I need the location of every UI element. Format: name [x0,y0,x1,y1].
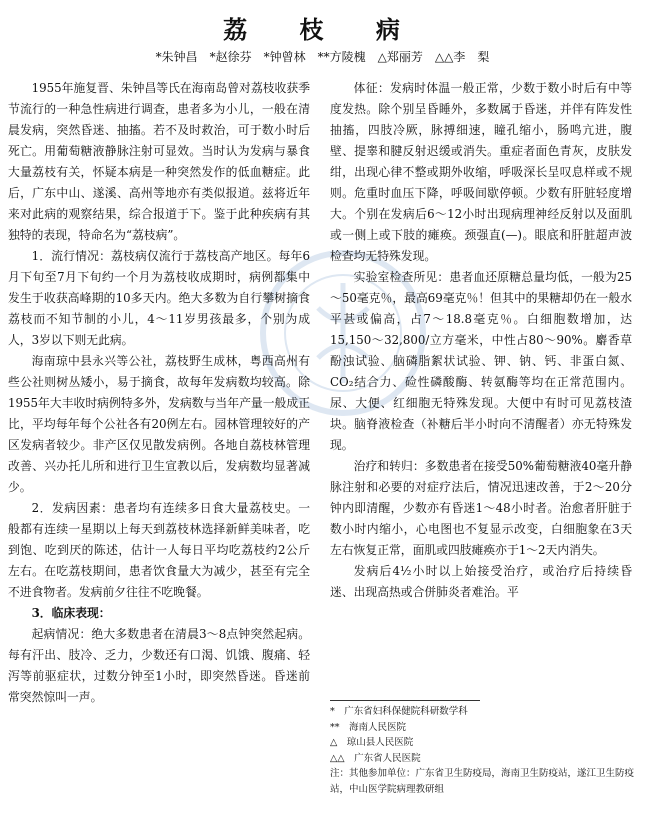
footnote: * 广东省妇科保健院科研数学科 [330,706,468,717]
footnotes [330,704,640,797]
cause-paragraph: 2．发病因素：患者均有连续多日食大量荔枝史。一般都有连续一星期以上每天到荔枝林选择新鲜美味者，吃到饱、吃到厌的陈述，估计一人每日平均吃荔枝约2公斤左右。在吃荔枝期间，患者饮食量大为减少，甚至有完全不进食物者。发病前夕往往不吃晚餐。 [8,501,310,599]
footnote-divider [330,700,480,701]
treatment-paragraph: 治疗和转归：多数患者在接受50%葡萄糖液40毫升静脉注射和必要的对症疗法后，情况迅速改善，于2～20分钟内即清醒，少数亦有昏迷1～48小时者。治愈者肝脏于数小时内缩小，心电图也不复显示改变，白细胞象在3天左右恢复正常，面肌或四肢瘫痪亦于1～2天内消失。 [330,459,632,557]
signs-paragraph: 体征：发病时体温一般正常，少数于数小时后有中等度发热。除个别呈昏睡外，多数属于昏迷，并伴有阵发性抽搐，四肢冷厥，脉搏细速，瞳孔缩小，肠鸣亢进，腹壁、提睾和腱反射迟缓或消失。重症者面色青灰，皮肤发绀，出现心律不整或期外收缩，呼吸深长呈叹息样或不规则。危重时血压下降，呼吸间歇停顿。少数有肝脏轻度增大。个别在发病后6～12小时出现病理神经反射以及面肌或一侧上或下肢的瘫痪。颈强直(—)。眼底和肝脏超声波检查均无特殊发现。 [330,81,632,263]
footnote: ** 海南人民医院 [330,721,407,733]
footnote: △ 琼山县人民医院 [330,737,414,748]
clinical-heading: 3．临床表现： [31,606,111,620]
right-column [330,78,632,603]
onset-paragraph: 起病情况：绝大多数患者在清晨3～8点钟突然起病。每有汗出、肢冷、乏力，少数还有口渴、饥饿、腹痛、轻泻等前驱症状，过数分钟至1小时，即突然昏迷。昏迷前常突然惊叫一声。 [8,627,310,704]
article-authors: *朱钟昌 *赵徐芬 *钟曾林 **方陵槐 △郑丽芳 △△李 梨 [155,50,490,64]
epidemiology-paragraph: 1．流行情况：荔枝病仅流行于荔枝高产地区。每年6月下旬至7月下旬约一个月为荔枝收成期时，病例都集中发生于收获高峰期的10多天内。绝大多数为自行攀树摘食荔枝而不知节制的小儿，4～11岁男孩最多，个别为成人，3岁以下则无此病。 [8,249,310,347]
footnote: 注：其他参加单位：广东省卫生防疫局，海南卫生防疫站，遂江卫生防疫站，中山医学院病理教研组 [330,768,635,795]
regional-paragraph: 海南琼中县永兴等公社，荔枝野生成林，粤西高州有些公社则树丛矮小，易于摘食，故每年发病数均较高。除1955年大丰收时病例特多外，发病数与当年产量一般成正比，平均每年每个公社各有20例左右。园林管理较好的产区发病者较少。非产区仅见散发病例。各地自荔枝林管理改善、兴办托儿所和进行卫生宣教以后，发病数均显著减少。 [8,354,310,494]
intro-paragraph: 1955年施复晋、朱钟昌等氏在海南岛曾对荔枝收获季节流行的一种急性病进行调查，患者多为小儿，一般在清晨发病，突然昏迷、抽搐。若不及时救治，可于数小时后死亡。用葡萄糖液静脉注射可显效。当时认为发病与暴食大量荔枝有关，怀疑本病是一种突然发作的低血糖症。此后，广东中山、遂溪、高州等地亦有类似报道。兹将近年来对此病的观察结果，综合报道于下。鉴于此种疾病有其独特的表现，特命名为“荔枝病”。 [8,81,310,242]
prognosis-paragraph: 发病后4½小时以上始接受治疗，或治疗后持续昏迷、出现高热或合併肺炎者难治。平 [330,564,632,599]
footnote: △△ 广东省人民医院 [330,752,421,764]
lab-paragraph: 实验室检查所见：患者血还原糖总量均低，一般为25～50毫克％，最高69毫克％！但其中的果糖却仍在一般水平甚或偏高，占7～18.8毫克％。白细胞数增加，达15,150～32,800/立方毫米，中性占80～90%。麝香草酚浊试验、脑磷脂絮状试验、钾、钠、钙、非蛋白氮、CO₂结合力、硷性磷酸酶、转氨酶等均在正常范围内。尿、大便、红细胞无特殊发现。大便中有时可见荔枝渣块。脑脊液检查（补糖后半小时向不清醒者）亦无特殊发现。 [330,270,632,452]
left-column [8,78,310,708]
article-title: 荔 枝 病 [223,15,422,44]
